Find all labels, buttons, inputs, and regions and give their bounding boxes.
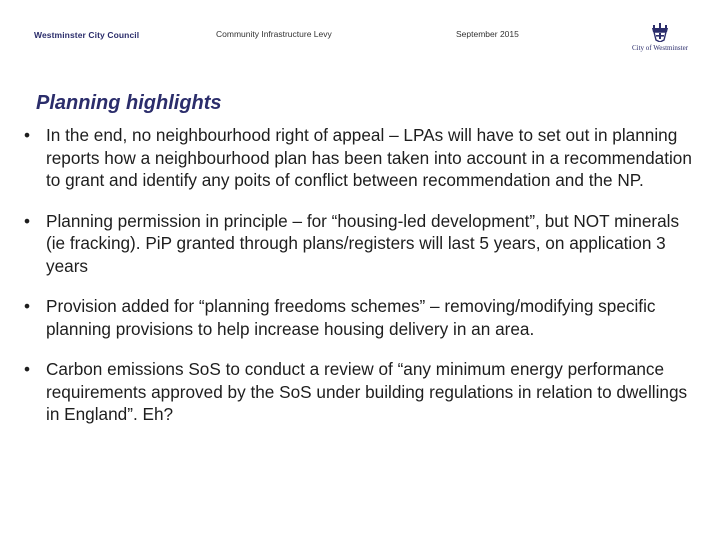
bullet-text: Carbon emissions SoS to conduct a review of “any minimum energy performance requirements approved by the SoS under building regulations in relation to dwellings in England”. Eh? xyxy=(46,359,688,424)
bullet-item xyxy=(20,295,692,340)
bullet-item xyxy=(20,210,692,278)
bullet-text: In the end, no neighbourhood right of appeal – LPAs will have to set out in planning reports how a neighbourhood plan has been taken into account in a recommendation to grant and identify any poits of conflict between recommendation and the NP. xyxy=(46,125,692,190)
bullet-item xyxy=(20,124,692,192)
crest-caption: City of Westminster xyxy=(631,44,689,52)
bullet-item xyxy=(20,358,692,426)
bullet-marker: • xyxy=(24,125,31,145)
bullet-list xyxy=(20,124,692,444)
bullet-marker: • xyxy=(24,210,31,231)
bullet-marker: • xyxy=(24,359,31,379)
bullet-text: Provision added for “planning freedoms schemes” – removing/modifying specific planning provisions to help increase housing delivery in an area. xyxy=(46,296,656,339)
crest-icon xyxy=(649,22,671,42)
council-crest-logo xyxy=(628,22,692,52)
bullet-marker: • xyxy=(24,296,31,316)
presentation-date: September 2015 xyxy=(456,29,519,39)
bullet-text: Planning permission in principle – for “housing-led development”, but NOT minerals (ie fracking). PiP granted through plans/registers will last 5 years, on application 3 years xyxy=(46,210,680,276)
presentation-title: Community Infrastructure Levy xyxy=(216,29,332,39)
slide-title: Planning highlights xyxy=(36,92,222,114)
organisation-name: Westminster City Council xyxy=(34,30,140,40)
